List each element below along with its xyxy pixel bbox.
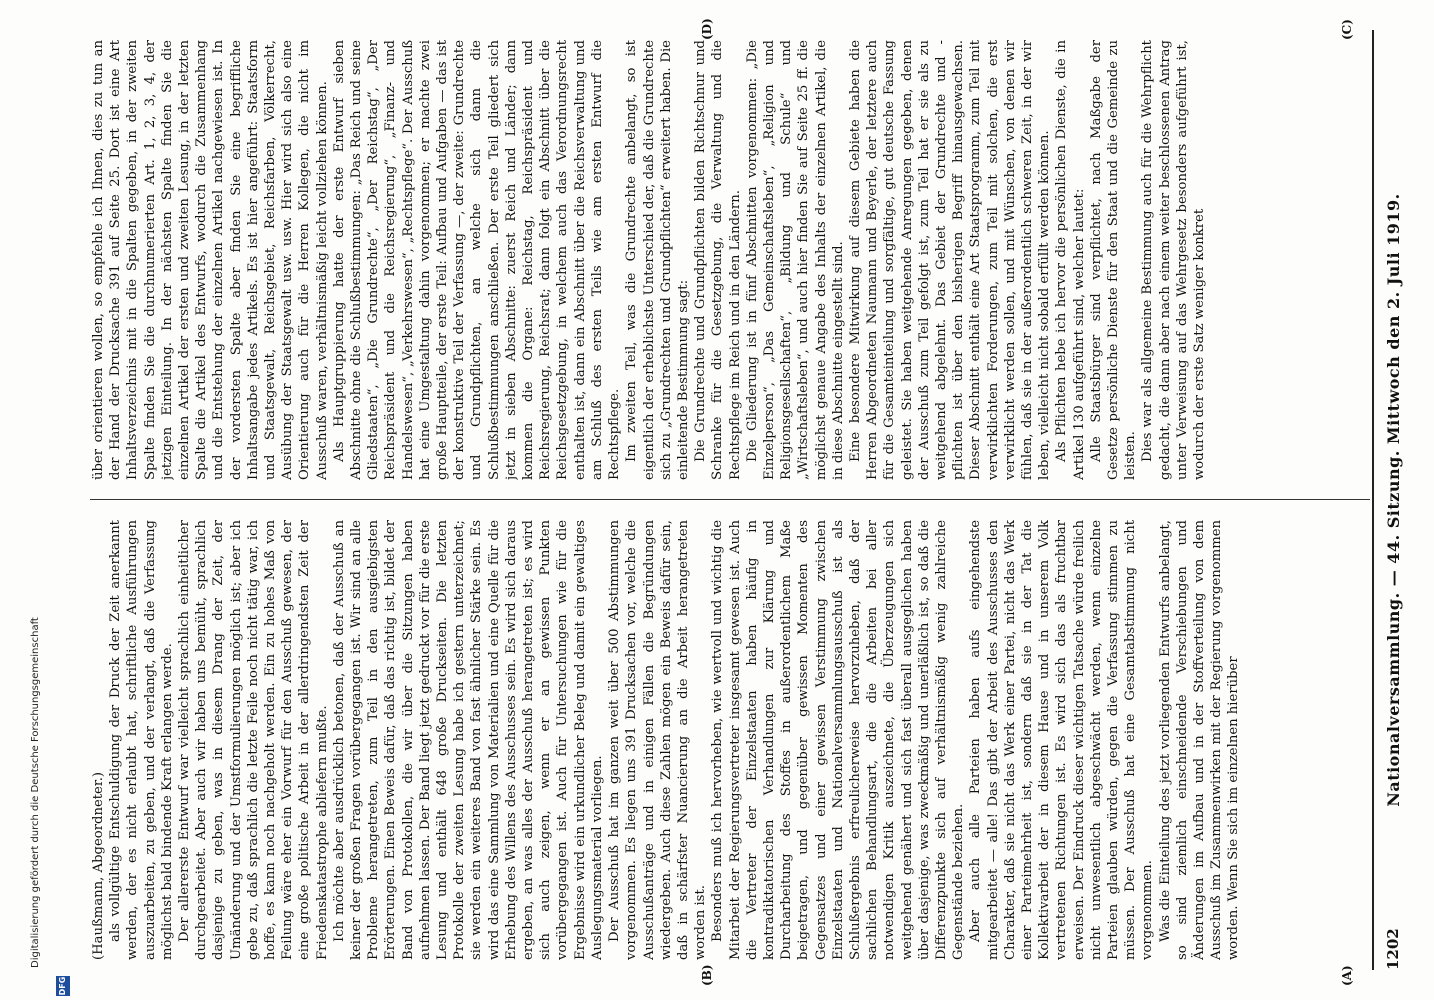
paragraph: Aber auch alle Parteien haben aufs eingehendste mitgearbeitet — alle! Das gibt der Arbeit des Ausschusses den Charakter, daß sie nicht das Werk einer Partei, nicht das Werk einer Parteimehrheit ist, sondern daß sie in der Tat die Kollektivarbeit der in diesem Hause und in unserem Volk vertretenen Richtungen ist. Es wird sich das als fruchtbar erweisen. Der Eindruck dieser wichtigen Tatsache würde freilich nicht unwesentlich abgeschwächt werden, wenn einzelne Parteien glauben würden, gegen die Verfassung stimmen zu müssen. Der Ausschuß hat eine Gesamtabstimmung nicht vorgenommen. [968,520,1156,960]
paragraph: Der Ausschuß hat im ganzen weit über 500 Abstimmungen vorgenommen. Es liegen uns 391 Drucksachen vor, welche die Ausschußanträge und in einigen Fällen die Begründungen wiedergeben. Auch diese Zahlen mögen ein Beweis dafür sein, daß in schärfster Nuancierung an die Arbeit herangetreten worden ist. [607,520,709,960]
left-column [90,520,1365,960]
paragraph: Die Gliederung ist in fünf Abschnitten vorgenommen: „Die Einzelperson“, „Das Gemeinschaftsleben“, „Religion und Religionsgesellschaften“, „Bildung und Schule“ und „Wirtschaftsleben“, und auch hier finden Sie auf Seite 25 ff. die möglichst genaue Angabe des Inhalts der einzelnen Artikel, die in diese Abschnitte eingestellt sind. [744,40,846,480]
header-rule [1372,30,1374,970]
credit-text: Digitalisierung gefördert durch die Deutsche Forschungsgemeinschaft [30,617,41,968]
paragraph: Dies war als allgemeine Bestimmung auch für die Wehrpflicht gedacht, die dann aber nach einem weiter beschlossenen Antrag unter Verweisung auf das Wehrgesetz besonders aufgeführt ist, wodurch der erste Satz weniger konkret [1140,40,1207,480]
paragraph: Eine besondere Mitwirkung auf diesem Gebiete haben die Herren Abgeordneten Naumann und Beyerle, der letztere auch für die Gesamteinteilung und sorgfältige, gut deutsche Fassung geleistet. Sie haben weitgehende Anregungen gegeben, denen der Ausschuß zum Teil gefolgt ist, zum Teil hat er sie als zu weitgehend abgelehnt. Das Gebiet der Grundrechte und -pflichten ist über den bisherigen Begriff hinausgewachsen. Dieser Abschnitt enthält eine Art Staatsprogramm, zum Teil mit verwirklichten Forderungen, zum Teil mit solchen, die erst verwirklicht werden sollen, und mit Wünschen, von denen wir fühlen, daß sie in der außerordentlich schweren Zeit, in der wir leben, vielleicht nicht sobald erfüllt werden können. [847,40,1053,480]
paragraph: als vollgültige Entschuldigung der Druck der Zeit anerkannt werden, der es nicht erlaubt hat, schriftliche Ausführungen auszuarbeiten, zu geben, und der verlangt, daß die Verfassung möglichst bald bindende Kraft erlangen werde. [108,520,175,960]
margin-marker-c: (C) [1340,19,1354,40]
paragraph: Der allererste Entwurf war vielleicht sprachlich einheitlicher durchgearbeitet. Aber auch wir haben uns bemüht, sprachlich dasjenige zu geben, was in diesem Drang der Zeit, der Umänderung und der Umstformulierungen möglich ist; aber ich gebe zu, daß sprachlich die letzte Feile noch nicht tätig war, ich hoffe, es kann noch nachgeholt werden. Ein zu hohes Maß von Feilung wäre eher ein Vorwurf für den Ausschuß gewesen, der eine große politische Arbeit in der allerdringendsten Zeit der Friedenskatastrophe abliefern mußte. [177,520,330,960]
paragraph: Als Pflichten hebe ich hervor die persönlichen Dienste, die in Artikel 130 aufgeführt sind, welcher lautet: [1054,40,1087,480]
paragraph: Als Hauptgruppierung hatte der erste Entwurf sieben Abschnitte ohne die Schlußbestimmungen: „Das Reich und seine Gliedstaaten“, „Die Grundrechte“, „Der Reichstag“, „Der Reichspräsident und die Reichsregierung“, „Finanz- und Handelswesen“, „Verkehrswesen“, „Rechtspflege“. Der Ausschuß hat eine Umgestaltung dahin vorgenommen; er machte zwei große Hauptteile, der erste Teil: Aufbau und Aufgaben — das ist der konstruktive Teil der Verfassung —, der zweite: Grundrechte und Grundpflichten, an welche sich dann die Schlußbestimmungen anschließen. Der erste Teil gliedert sich jetzt in sieben Abschnitte: zuerst Reich und Länder; dann kommen die Organe: Reichstag, Reichspräsident und Reichsregierung, Reichsrat; dann folgt ein Abschnitt über die Reichsgesetzgebung, in welchem auch das Verordnungsrecht enthalten ist, dann ein Abschnitt über die Reichsverwaltung und am Schluß des ersten Teils wie am ersten Entwurf die Rechtspflege. [331,40,623,480]
paragraph: Alle Staatsbürger sind verpflichtet, nach Maßgabe der Gesetze persönliche Dienste für den Staat und die Gemeinde zu leisten. [1088,40,1139,480]
paragraph: Die Grundrechte und Grundpflichten bilden Richtschnur und Schranke für die Gesetzgebung, die Verwaltung und die Rechtspflege im Reich und in den Ländern. [693,40,743,480]
margin-marker-d: (D) [700,18,714,40]
paragraph: Was die Einteilung des jetzt vorliegenden Entwurfs anbelangt, so sind ziemlich einschneidende Verschiebungen und Änderungen im Aufbau und in der Stoffverteilung von dem Ausschuß im Zusammenwirken mit der Regierung vorgenommen worden. Wenn Sie sich im einzelnen hierüber [1157,520,1242,960]
paragraph: (Haußmann, Abgeordneter.) [91,771,106,960]
paragraph: Besonders muß ich hervorheben, wie wertvoll und wichtig die Mitarbeit der Regierungsvertreter insgesamt gewesen ist. Auch die Vertreter der Einzelstaaten haben häufig in kontradiktatorischen Verhandlungen zur Klärung und Durcharbeitung des Stoffes in außerordentlichem Maße beigetragen, und gegenüber gewissen Momenten des Gegensatzes und einer gewissen Verstimmung zwischen Einzelstaaten und Nationalversammlungsausschuß ist als Schlußergebnis erfreulicherweise hervorzuheben, daß der sachlichen Behandlungsart, die die Arbeiten bei aller notwendigen Kritik auszeichnete, die Überzeugungen sich weitgehend genähert und sich fast überall ausgeglichen haben über dasjenige, was zweckmäßig und unerläßlich ist, so daß die Differenzpunkte sich auf verhältnismäßig wenig zahlreiche Gegenstände beziehen. [710,520,967,960]
column-divider [90,499,1370,500]
page-title: Nationalversammlung. — 44. Sitzung. Mittwoch den 2. Juli 1919. [1384,193,1403,807]
paragraph: über orientieren wollen, so empfehle ich Ihnen, dies zu tun an der Hand der Drucksache 391 auf Seite 25. Dort ist eine Art Inhaltsverzeichnis mit in die Spalten gegeben, in der zweiten Spalte finden Sie die durchnumerierten Art. 1, 2, 3, 4, der jetzigen Einteilung. In der nächsten Spalte finden Sie die einzelnen Artikel der ersten und zweiten Lesung, in der letzten Spalte die Artikel des Entwurfs, wodurch die Zusammenhang und die Entstehung der einzelnen Artikel nachgewiesen ist. In der vordersten Spalte aber finden Sie eine begriffliche Inhaltsangabe jedes Artikels. Es ist hier angeführt: Staatsform und Staatsgewalt, Reichsgebiet, Reichsfarben, Völkerrecht, Ausübung der Staatsgewalt usw. usw. Hier wird sich also eine Orientierung auch für die Herren Kollegen, die nicht im Ausschuß waren, verhältnismäßig leicht vollziehen können. [91,40,330,480]
page-number: 1202 [1384,928,1402,970]
right-column [90,40,1365,480]
page-header [1378,30,1414,970]
margin-marker-a: (A) [1340,965,1354,986]
paragraph: Ich möchte aber ausdrücklich betonen, daß der Ausschuß an keiner der großen Fragen vorübergegangen ist. Wir sind an alle Probleme herangetreten, zum Teil in den ausgiebigsten Erörterungen. Einen Beweis dafür, daß das richtig ist, bildet der Band von Protokollen, die wir über die Sitzungen haben aufnehmen lassen. Der Band liegt jetzt gedruckt vor für die erste Lesung und enthält 648 große Druckseiten. Die letzten Protokolle der zweiten Lesung habe ich gestern unterzeichnet; sie werden ein weiteres Band von fast ähnlicher Stärke sein. Es wird das eine Sammlung von Materialien und eine Quelle für die Erhebung des Willens des Ausschusses sein. Es wird sich daraus ergeben, an was alles der Ausschuß herangetreten ist; es wird sich auch zeigen, wenn er an gewissen Punkten vorübergegangen ist. Auch für Untersuchungen wie für die Ergebnisse wird ein urkundlicher Beleg und damit ein gewaltiges Auslegungsmaterial vorliegen. [331,520,605,960]
paragraph: Im zweiten Teil, was die Grundrechte anbelangt, so ist eigentlich der erheblichste Unterschied der, daß die Grundrechte sich zu „Grundrechten und Grundpflichten“ erweitert haben. Die einleitende Bestimmung sagt: [624,40,691,480]
dfg-logo: DFG [56,976,70,996]
margin-marker-b: (B) [700,964,714,986]
